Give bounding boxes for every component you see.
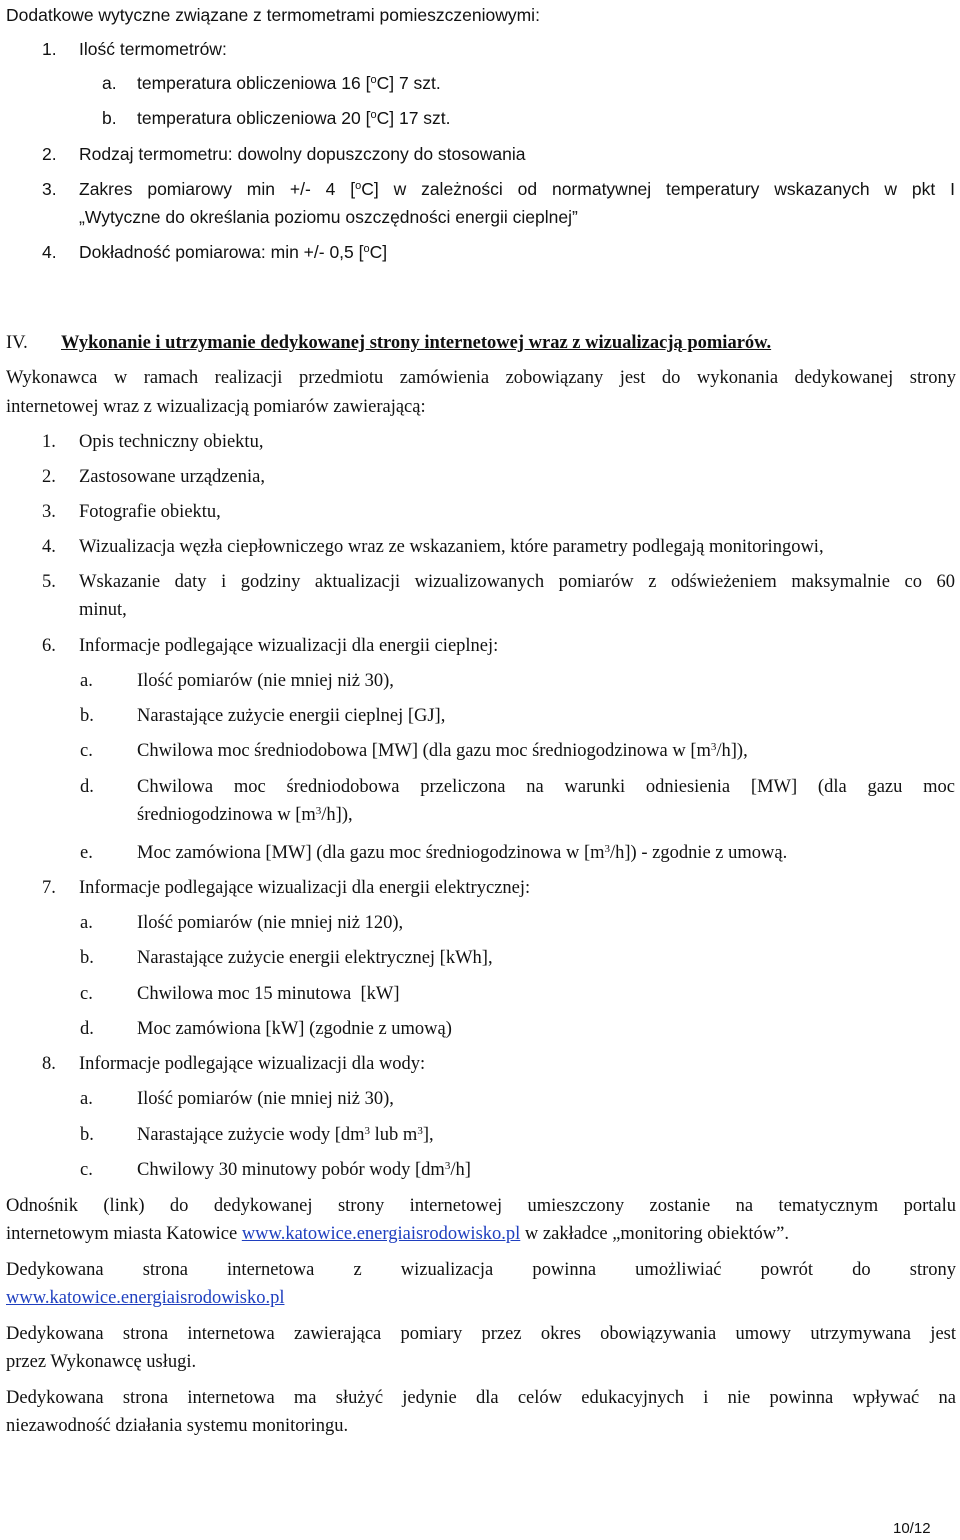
list-item: Informacje podlegające wizualizacji dla wody: <box>79 1054 426 1074</box>
list-item: Moc zamówiona [kW] (zgodnie z umową) <box>137 1019 452 1039</box>
list-item: Chwilowa moc 15 minutowa [kW] <box>137 984 400 1004</box>
paragraph: Dedykowana strona internetowa z wizualizacja powinna umożliwiać powrót do strony <box>6 1260 956 1280</box>
list-item-continuation: minut, <box>79 600 127 620</box>
list-number: 2. <box>42 144 57 164</box>
list-item: Fotografie obiektu, <box>79 502 221 522</box>
list-letter: a. <box>80 913 93 933</box>
list-letter: b. <box>102 108 117 128</box>
page-number: 10/12 <box>893 1520 931 1537</box>
list-letter: d. <box>80 1019 94 1039</box>
list-item: temperatura obliczeniowa 16 [$^o$C] 7 szt. <box>137 73 441 93</box>
paragraph-continuation <box>6 1287 284 1309</box>
list-item: Narastające zużycie wody [$dm^3$ lub $m^3$], <box>137 1125 434 1145</box>
section-number: IV. <box>6 333 28 353</box>
list-number: 4. <box>42 537 56 557</box>
list-letter: c. <box>80 984 93 1004</box>
paragraph: Odnośnik (link) do dedykowanej strony internetowej umieszczony zostanie na tematycznym portalu <box>6 1196 956 1216</box>
paragraph-continuation: niezawodność działania systemu monitoringu. <box>6 1416 349 1436</box>
list-item: Ilość pomiarów (nie mniej niż 30), <box>137 671 394 691</box>
list-letter: d. <box>80 777 94 797</box>
list-item: Zastosowane urządzenia, <box>79 467 265 487</box>
list-item: Opis techniczny obiektu, <box>79 432 264 452</box>
list-letter: b. <box>80 706 94 726</box>
portal-link[interactable]: www.katowice.energiaisrodowisko.pl <box>241 1224 521 1244</box>
list-item: Rodzaj termometru: dowolny dopuszczony do stosowania <box>79 144 526 164</box>
list-number: 2. <box>42 467 56 487</box>
list-item: Informacje podlegające wizualizacji dla energii elektrycznej: <box>79 878 531 898</box>
list-item: Moc zamówiona [MW] (dla gazu moc średniogodzinowa w $[m^3/h]$) - zgodnie z umową. <box>137 843 788 863</box>
list-item-continuation: „Wytyczne do określania poziomu oszczędności energii cieplnej” <box>79 207 578 227</box>
list-letter: b. <box>80 1125 94 1145</box>
return-link[interactable]: www.katowice.energiaisrodowisko.pl <box>6 1288 285 1308</box>
list-number: 3. <box>42 179 57 199</box>
paragraph: Wykonawca w ramach realizacji przedmiotu zamówienia zobowiązany jest do wykonania dedykowanej strony <box>6 368 956 388</box>
list-item: Dokładność pomiarowa: min +/- 0,5 [$^o$C] <box>79 242 388 262</box>
list-letter: a. <box>80 1089 93 1109</box>
list-number: 1. <box>42 432 56 452</box>
list-number: 6. <box>42 636 56 656</box>
list-item: Wskazanie daty i godziny aktualizacji wizualizowanych pomiarów z odświeżeniem maksymalnie co 60 <box>79 572 955 592</box>
paragraph-continuation: internetowej wraz z wizualizacją pomiarów zawierającą: <box>6 397 426 417</box>
list-item: Informacje podlegające wizualizacji dla energii cieplnej: <box>79 636 499 656</box>
list-item: temperatura obliczeniowa 20 [$^o$C] 17 szt. <box>137 108 451 128</box>
list-item: Chwilowy 30 minutowy pobór wody $[dm^3/h]$ <box>137 1160 471 1180</box>
list-item: Chwilowa moc średniodobowa przeliczona na warunki odniesienia [MW] (dla gazu moc <box>137 777 955 797</box>
list-number: 7. <box>42 878 56 898</box>
paragraph-continuation: internetowym miasta Katowice www.katowice.energiaisrodowisko.pl w zakładce „monitoring obiektów”. <box>6 1224 789 1244</box>
list-item: Narastające zużycie energii cieplnej [GJ], <box>137 706 446 726</box>
thermo-title: Dodatkowe wytyczne związane z termometrami pomieszczeniowymi: <box>6 5 540 25</box>
list-item: Wizualizacja węzła ciepłowniczego wraz ze wskazaniem, które parametry podlegają monitoringowi, <box>79 537 824 557</box>
list-letter: a. <box>102 73 117 93</box>
paragraph: Dedykowana strona internetowa ma służyć jedynie dla celów edukacyjnych i nie powinna wpływać na <box>6 1388 956 1408</box>
paragraph-continuation: przez Wykonawcę usługi. <box>6 1352 197 1372</box>
list-item-continuation: średniogodzinowa w $[m^3/h]$), <box>137 805 353 825</box>
list-number: 5. <box>42 572 56 592</box>
paragraph: Dedykowana strona internetowa zawierająca pomiary przez okres obowiązywania umowy utrzymywana jest <box>6 1324 956 1344</box>
list-letter: c. <box>80 741 93 761</box>
list-number: 8. <box>42 1054 56 1074</box>
list-item: Chwilowa moc średniodobowa [MW] (dla gazu moc średniogodzinowa w $[m^3/h]$), <box>137 741 748 761</box>
list-item: Narastające zużycie energii elektrycznej [kWh], <box>137 948 493 968</box>
list-item: Ilość pomiarów (nie mniej niż 120), <box>137 913 404 933</box>
list-letter: e. <box>80 843 93 863</box>
list-number: 3. <box>42 502 56 522</box>
section-heading: Wykonanie i utrzymanie dedykowanej strony internetowej wraz z wizualizacją pomiarów. <box>61 333 772 353</box>
list-item: Zakres pomiarowy min +/- 4 [$^o$C] w zależności od normatywnej temperatury wskazanych w pkt I <box>79 179 955 199</box>
list-item: Ilość pomiarów (nie mniej niż 30), <box>137 1089 394 1109</box>
list-item: Ilość termometrów: <box>79 39 227 59</box>
list-number: 4. <box>42 242 57 262</box>
list-letter: c. <box>80 1160 93 1180</box>
list-letter: b. <box>80 948 94 968</box>
list-letter: a. <box>80 671 93 691</box>
list-number: 1. <box>42 39 57 59</box>
